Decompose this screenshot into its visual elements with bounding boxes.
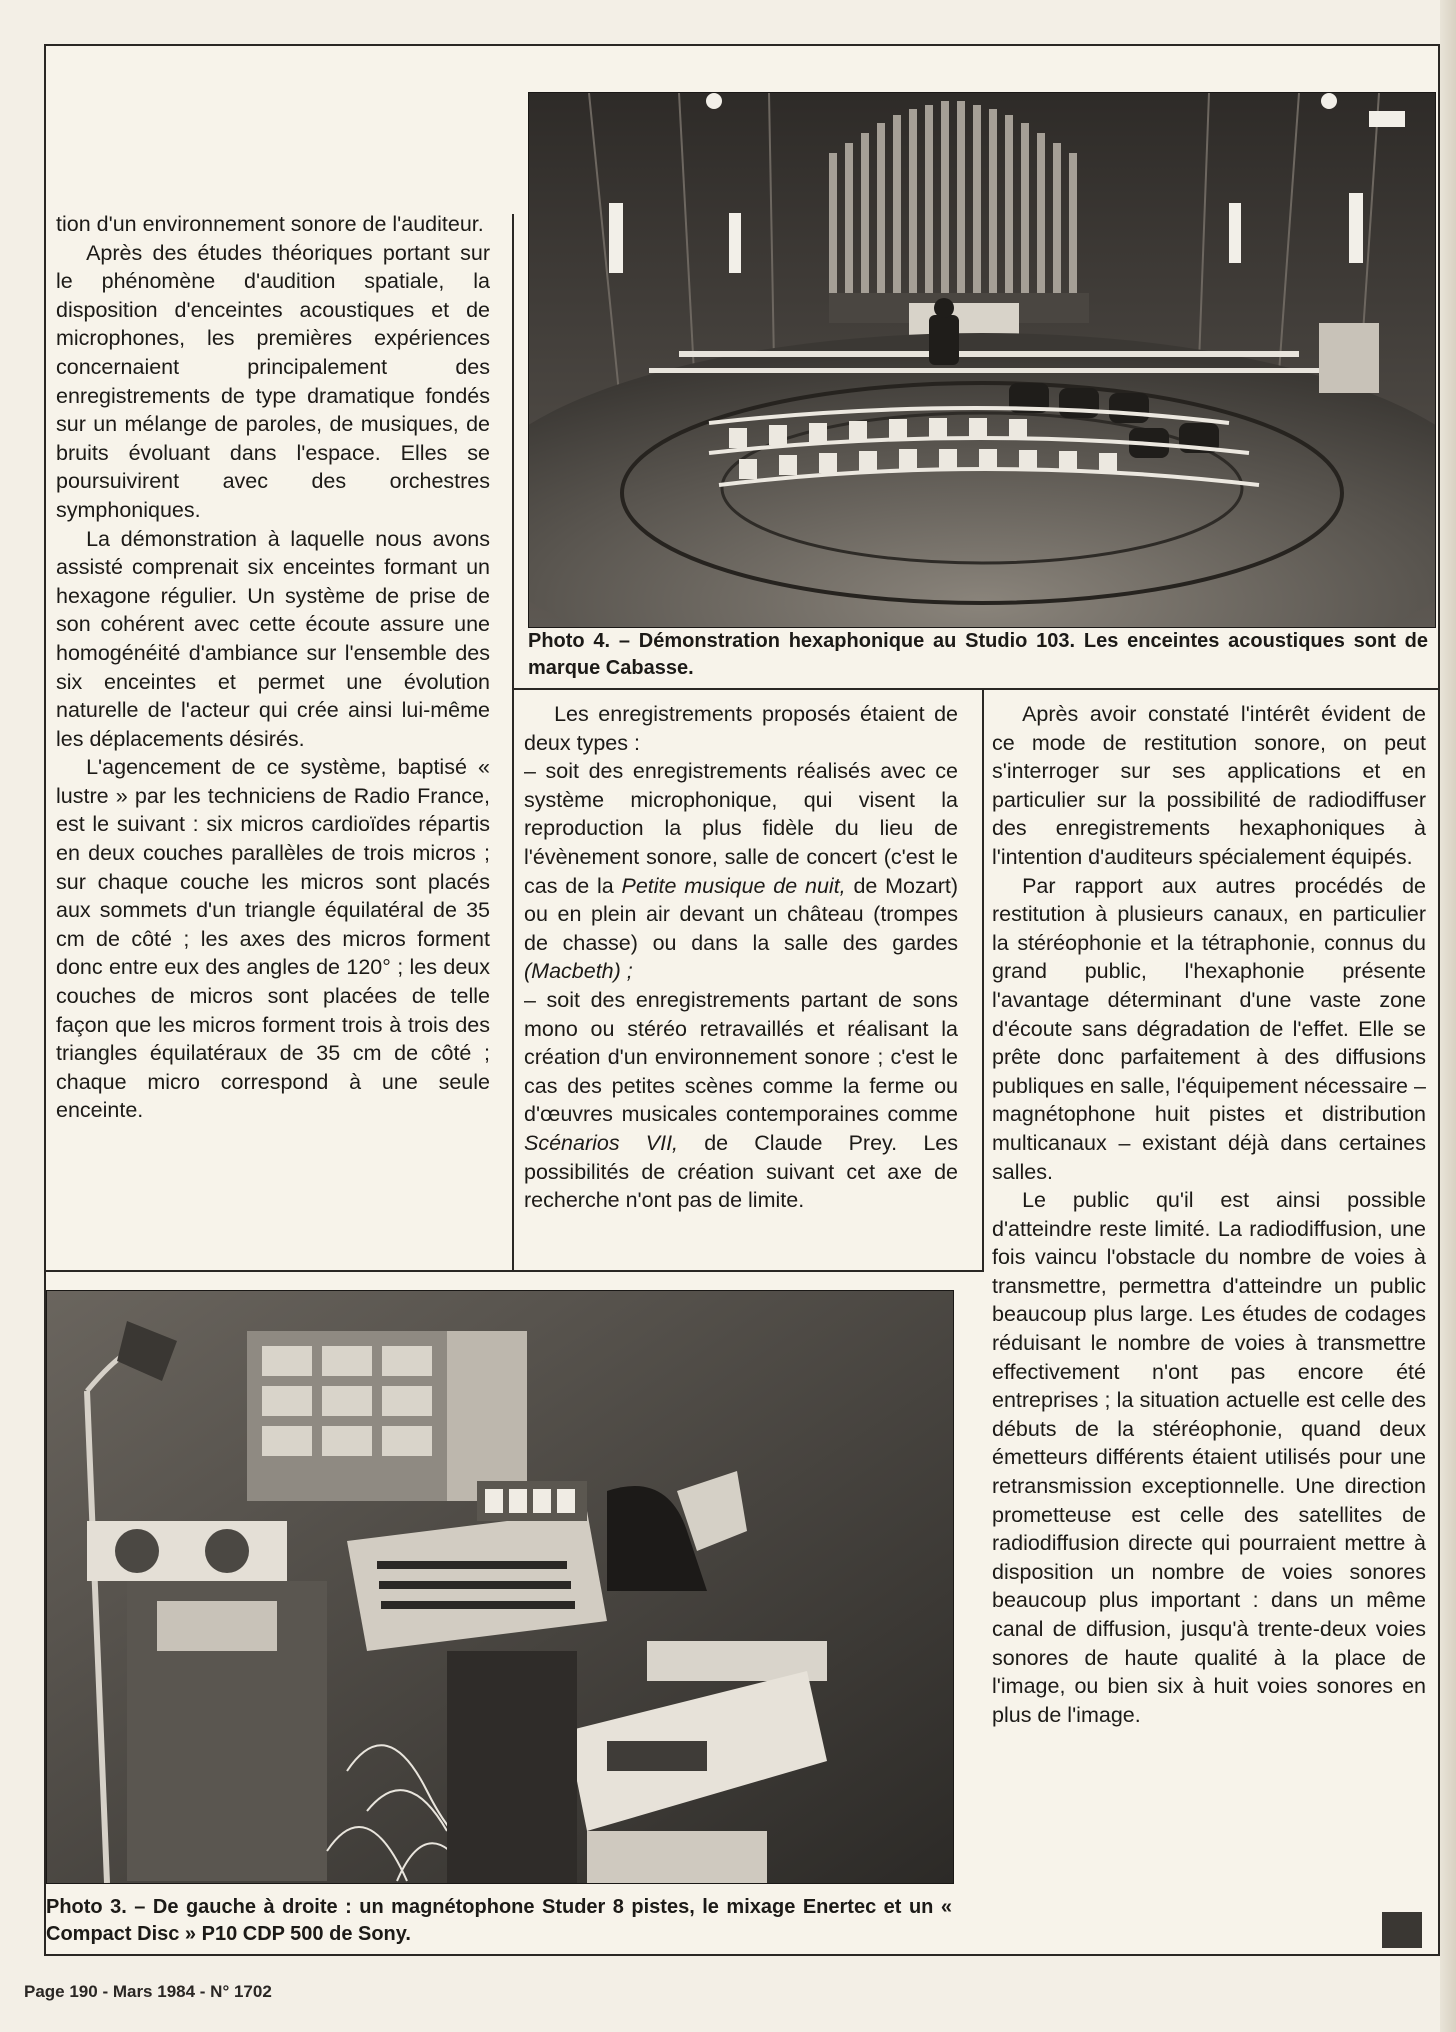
col3-paragraph-3: Le public qu'il est ainsi possible d'atteindre reste limité. La radiodiffusion, une fois vaincu l'obstacle du nombre de voies à transmettre, permettra d'atteindre un public beaucoup plus large. Les études de codages réduisant le nombre de voies à transmettre effectivement n'ont pas encore été entreprises ; la situation actuelle est celle des débuts de la stéréophonie, quand deux émetteurs différents étaient utilisés pour une retransmission exceptionnelle. Une direction prometteuse est celle des satellites de radiodiffusion directe qui pourraient mettre à disposition un nombre de voies sonores beaucoup plus important : dans un même canal de diffusion, jusqu'à trente-deux voies sonores de haute qualité à la place de l'image, ou bien six à huit voies sonores en plus de l'image.	[992, 1188, 1426, 1727]
col2-item-2	[524, 986, 958, 1215]
photo-4-image	[529, 93, 1435, 627]
col2-item-1-text-b: de Mozart) ou en plein air devant un château (trompes de chasse) ou dans la salle des gardes	[524, 873, 959, 955]
column-rule-1	[512, 214, 514, 1270]
caption-rule	[514, 688, 1440, 690]
column-1-text	[56, 210, 490, 1125]
col2-item-1	[524, 757, 958, 986]
col1-paragraph-3: La démonstration à laquelle nous avons assisté comprenait six enceintes formant un hexagone régulier. Un système de prise de son cohérent avec cette écoute assure une homogénéité d'ambiance sur l'ensemble des six enceintes et permet une évolution naturelle de l'acteur qui crée ainsi lui-même les déplacements désirés.	[56, 526, 490, 751]
page-footer: Page 190 - Mars 1984 - N° 1702	[24, 1982, 272, 2001]
column-rule-2	[982, 690, 984, 1270]
col3-paragraph-2: Par rapport aux autres procédés de restitution à plusieurs canaux, en particulier la stéréophonie et la tétraphonie, connus du grand public, l'hexaphonie présente l'avantage déterminant d'une vaste zone d'écoute sans dégradation de l'effet. Elle se prête donc parfaitement à des diffusions publiques en salle, l'équipement nécessaire – magnétophone huit pistes et distribution multicanaux – existant déjà dans certaines salles.	[992, 873, 1426, 1184]
col1-paragraph-1: tion d'un environnement sonore de l'auditeur.	[56, 212, 484, 236]
photo-3-equipment	[46, 1290, 954, 1884]
col2-item-2-text-b: de Claude Prey. Les possibilités de création suivant cet axe de recherche n'ont pas de limite.	[524, 1130, 958, 1213]
col2-intro: Les enregistrements proposés étaient de deux types :	[524, 702, 958, 755]
column-3-text	[992, 700, 1426, 1729]
col1-paragraph-2: Après des études théoriques portant sur le phénomène d'audition spatiale, la disposition d'enceintes acoustiques et de microphones, les premières expériences concernaient principalement des enregistrements de type dramatique fondés sur un mélange de paroles, de musiques, de bruits évoluant dans l'espace. Elles se poursuivirent avec des orchestres symphoniques.	[56, 240, 490, 522]
col2-item-1-title: Petite musique de nuit,	[621, 873, 846, 898]
photo-3-caption: Photo 3. – De gauche à droite : un magnétophone Studer 8 pistes, le mixage Enertec et un « Compact Disc » P10 CDP 500 de Sony.	[46, 1896, 952, 1945]
col2-item-1-text-a: – soit des enregistrements réalisés avec ce système microphonique, qui visent la reproduction la plus fidèle du lieu de l'évènement sonore, salle de concert (c'est le cas de la	[524, 759, 958, 898]
col2-item-2-text-a: – soit des enregistrements partant de sons mono ou stéréo retravaillés et réalisant la création d'un environnement sonore ; c'est le cas des petites scènes comme la ferme ou d'œuvres musicales contemporaines comme	[524, 987, 958, 1127]
photo3-top-rule	[44, 1270, 984, 1272]
photo-4-caption: Photo 4. – Démonstration hexaphonique au Studio 103. Les enceintes acoustiques sont de marque Cabasse.	[528, 630, 1428, 679]
end-of-article-mark	[1382, 1912, 1422, 1948]
column-2-text	[524, 700, 958, 1215]
col2-item-2-title: Scénarios VII,	[524, 1130, 679, 1155]
col2-item-1-title-2: (Macbeth) ;	[524, 959, 633, 984]
photo-4-studio-103	[528, 92, 1436, 628]
photo-3-image	[47, 1291, 953, 1883]
page-edge-shadow	[1440, 0, 1456, 2032]
col1-paragraph-4: L'agencement de ce système, baptisé « lustre » par les techniciens de Radio France, est le suivant : six micros cardioïdes répartis en deux couches parallèles de trois micros ; sur chaque couche les micros sont placés aux sommets d'un triangle équilatéral de 35 cm de côté ; les axes des micros forment donc entre eux des angles de 120° ; les deux couches de micros sont placées de telle façon que les micros forment trois à trois des triangles équilatéraux de 35 cm de côté ; chaque micro correspond à une seule enceinte.	[56, 755, 490, 1123]
col3-paragraph-1: Après avoir constaté l'intérêt évident de ce mode de restitution sonore, on peut s'interroger sur ses applications et en particulier sur la possibilité de radiodiffuser des enregistrements hexaphoniques à l'intention d'auditeurs spécialement équipés.	[992, 702, 1426, 869]
